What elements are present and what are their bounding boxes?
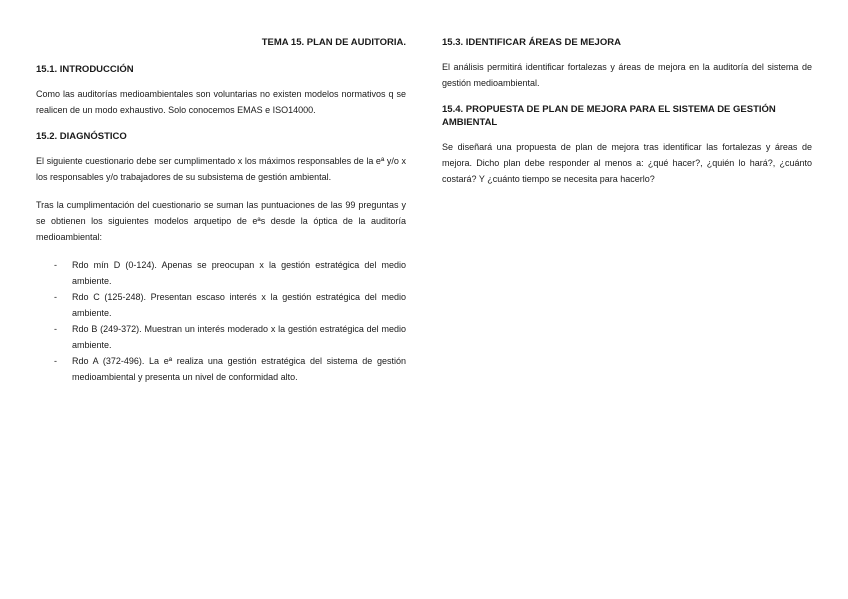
list-item-text: Rdo B (249-372). Muestran un interés moderado x la gestión estratégica del medio ambiente. xyxy=(72,324,406,350)
bullet-dash: - xyxy=(54,324,57,334)
list-item-text: Rdo mín D (0-124). Apenas se preocupan x la gestión estratégica del medio ambiente. xyxy=(72,260,406,286)
section-heading-introduccion: 15.1. INTRODUCCIÓN xyxy=(36,64,134,75)
section-paragraph: Se diseñará una propuesta de plan de mejora tras identificar las fortalezas y áreas de mejora. Dicho plan debe responder al menos a: ¿qué hacer?, ¿quién lo hará?, ¿cuánto costará? Y ¿cuánto tiempo se necesita para hacerlo? xyxy=(442,142,812,184)
topic-title: TEMA 15. PLAN DE AUDITORIA. xyxy=(261,37,406,48)
list-item xyxy=(36,321,406,353)
list-item-text: Rdo A (372-496). La eª realiza una gestión estratégica del sistema de gestión medioambiental y presenta un nivel de conformidad alto. xyxy=(72,356,406,382)
right-column xyxy=(442,36,812,199)
section-heading-areas-mejora: 15.3. IDENTIFICAR ÁREAS DE MEJORA xyxy=(442,37,621,48)
result-list xyxy=(36,257,406,385)
section-heading-diagnostico: 15.2. DIAGNÓSTICO xyxy=(36,131,127,142)
section-paragraph: El siguiente cuestionario debe ser cumplimentado x los máximos responsables de la eª y/o x los responsables y/o trabajadores de su subsistema de gestión ambiental. xyxy=(36,156,406,182)
bullet-dash: - xyxy=(54,260,57,270)
list-item xyxy=(36,353,406,385)
list-item-text: Rdo C (125-248). Presentan escaso interés x la gestión estratégica del medio ambiente. xyxy=(72,292,406,318)
bullet-dash: - xyxy=(54,292,57,302)
section-paragraph: Tras la cumplimentación del cuestionario se suman las puntuaciones de las 99 preguntas y se obtienen los siguientes modelos arquetipo de eªs desde la óptica de la auditoría medioambiental: xyxy=(36,200,406,242)
list-item xyxy=(36,289,406,321)
bullet-dash: - xyxy=(54,356,57,366)
section-heading-plan-mejora: 15.4. PROPUESTA DE PLAN DE MEJORA PARA EL SISTEMA DE GESTIÓN AMBIENTAL xyxy=(442,104,776,128)
section-paragraph: Como las auditorías medioambientales son voluntarias no existen modelos normativos q se realicen de un modo exhaustivo. Solo conocemos EMAS e ISO14000. xyxy=(36,89,406,115)
left-column xyxy=(36,36,406,385)
section-paragraph: El análisis permitirá identificar fortalezas y áreas de mejora en la auditoría del sistema de gestión medioambiental. xyxy=(442,62,812,88)
list-item xyxy=(36,257,406,289)
